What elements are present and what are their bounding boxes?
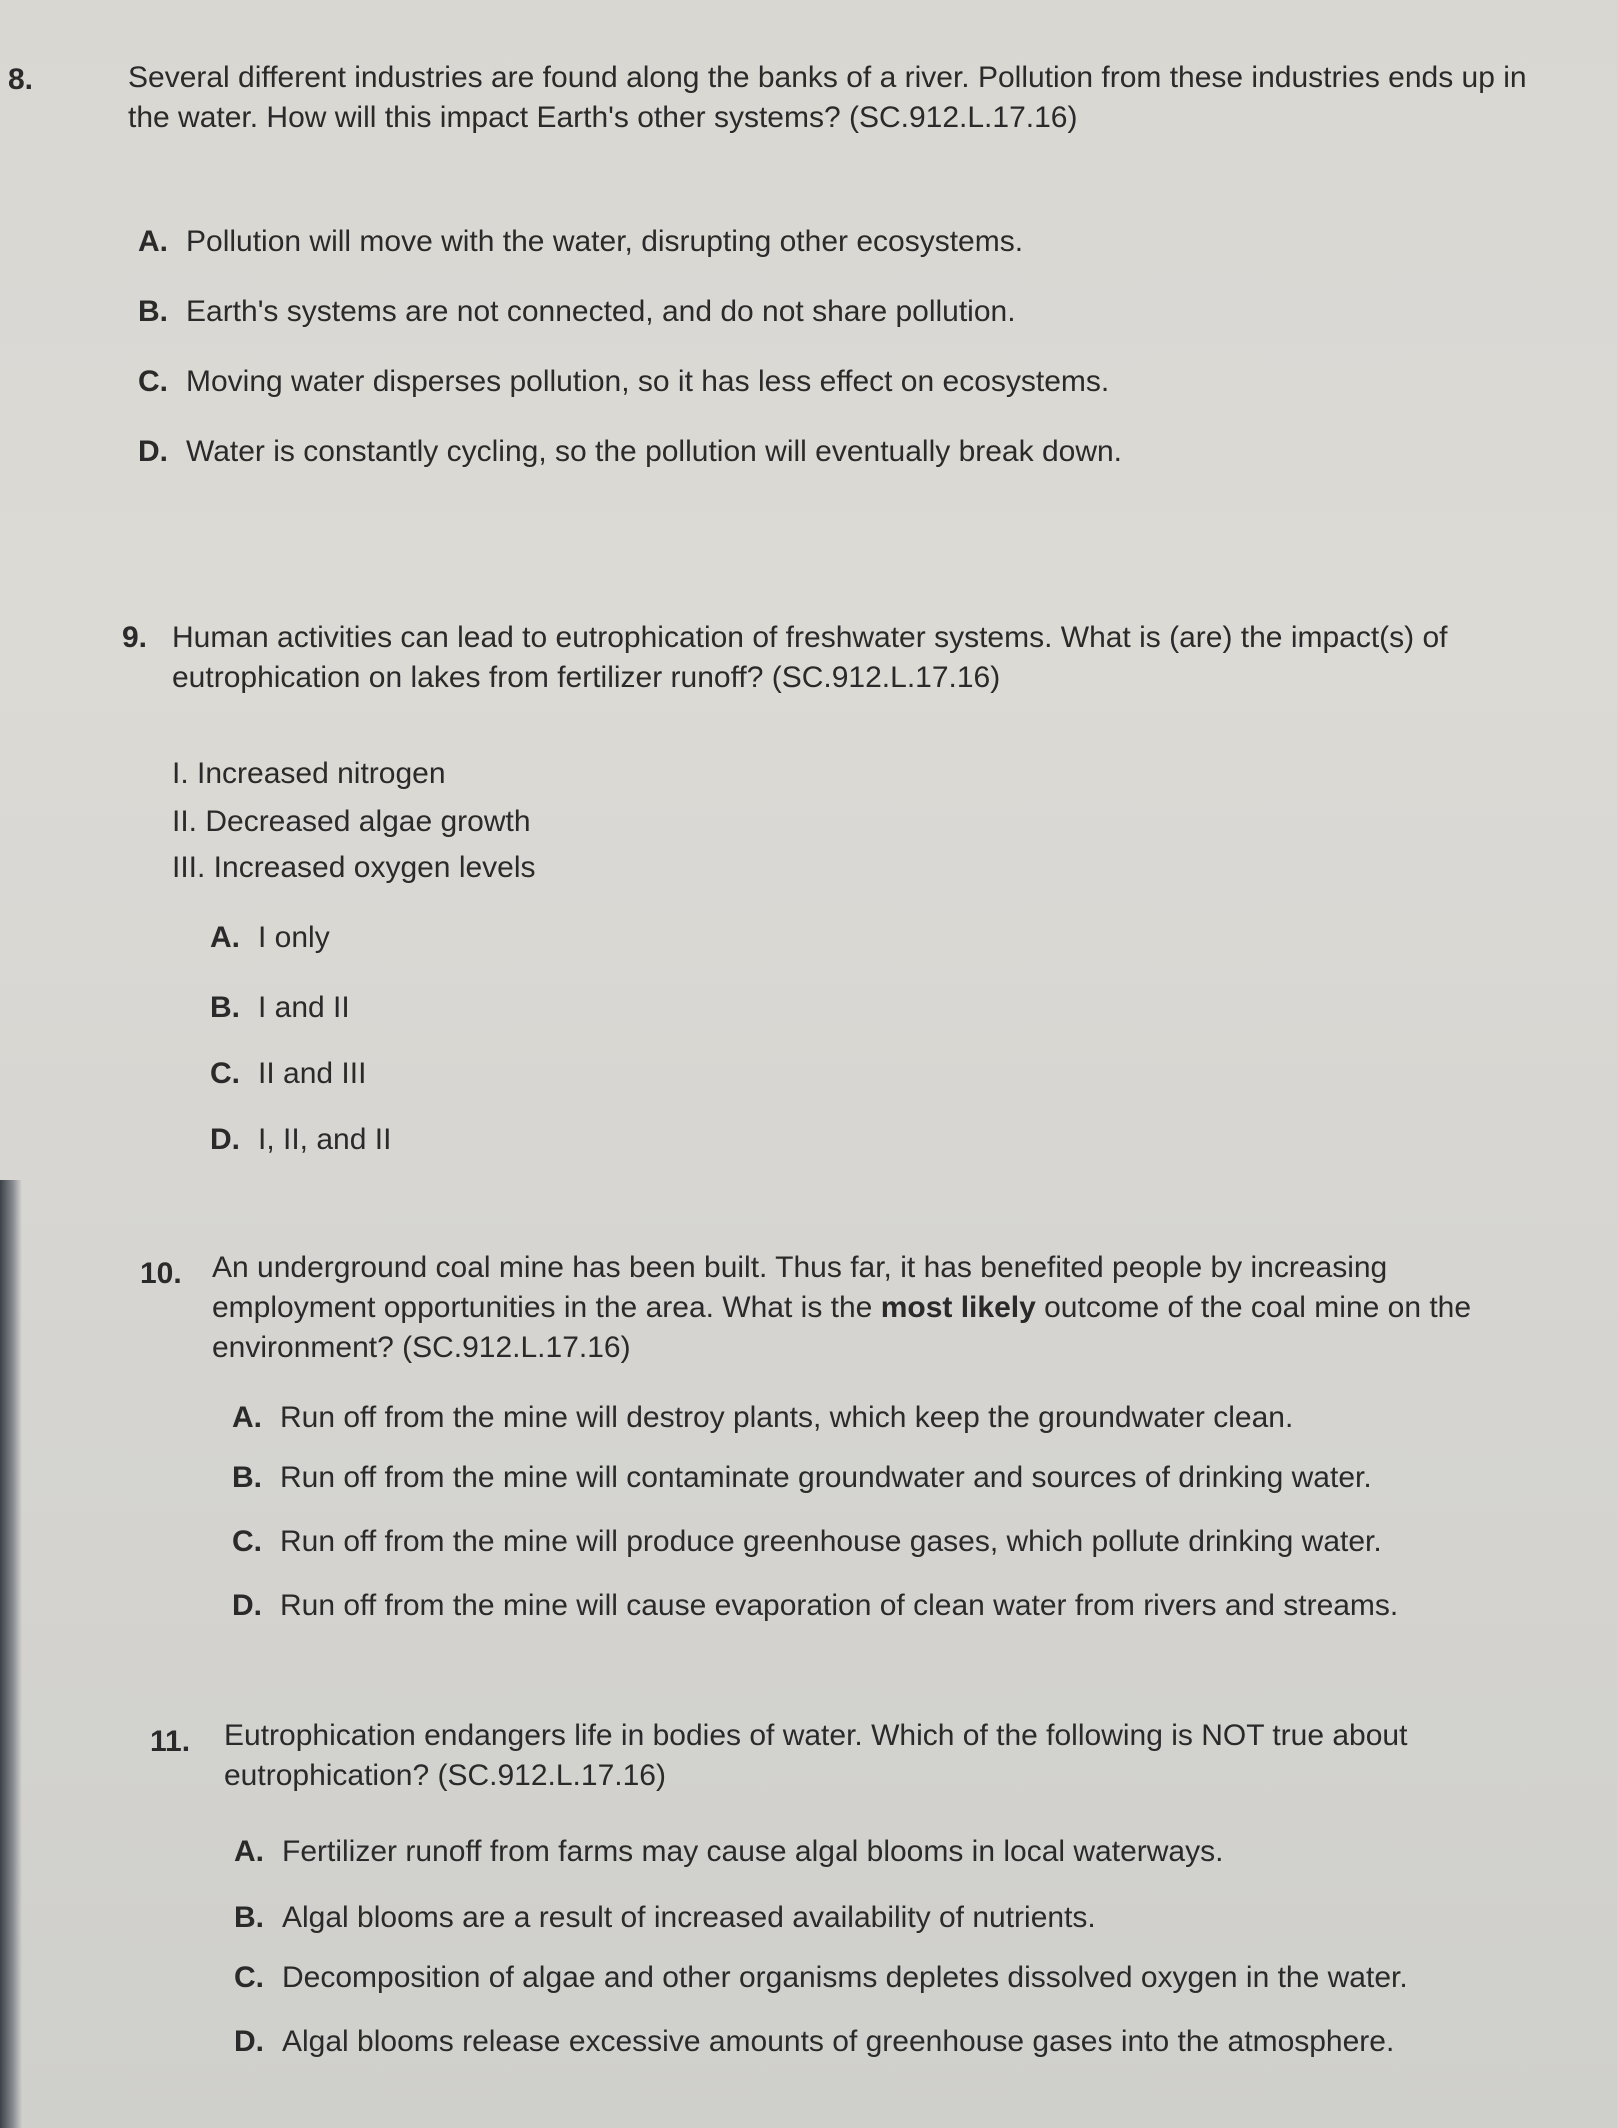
option-b[interactable]: B. I and II — [210, 991, 350, 1024]
statement-ii: II. Decreased algae growth — [172, 805, 531, 838]
question-stem: Several different industries are found along the banks of a river. Pollution from these industries ends up in the water. How will this impact Earth's other systems? (SC.912.L.17.16) — [128, 61, 1527, 134]
emphasis-most-likely: most likely — [880, 1291, 1036, 1324]
option-c[interactable]: C. Decomposition of algae and other organisms depletes dissolved oxygen in the water. — [234, 1961, 1408, 1994]
option-c[interactable]: C. Run off from the mine will produce greenhouse gases, which pollute drinking water. — [232, 1525, 1382, 1558]
option-d[interactable]: D. Run off from the mine will cause evaporation of clean water from rivers and streams. — [232, 1589, 1399, 1622]
page-edge-shadow — [0, 1180, 22, 2128]
question-number: 11. — [150, 1725, 191, 1758]
option-a[interactable]: A. Fertilizer runoff from farms may cause algal blooms in local waterways. — [234, 1835, 1224, 1868]
option-a[interactable]: A. I only — [210, 921, 330, 954]
question-number: 10. — [140, 1257, 182, 1290]
question-number: 9. — [122, 621, 148, 654]
statement-i: I. Increased nitrogen — [172, 757, 446, 790]
question-number: 8. — [8, 63, 34, 96]
question-stem: An underground coal mine has been built. Thus far, it has benefited people by increasing employment opportunities in the area. What is the most likely outcome of the coal mine on the environment? (SC.912.L.17.16) — [212, 1251, 1472, 1364]
option-b[interactable]: B. Earth's systems are not connected, and do not share pollution. — [138, 295, 1016, 328]
option-b[interactable]: B. Algal blooms are a result of increased availability of nutrients. — [234, 1901, 1096, 1934]
option-c[interactable]: C. Moving water disperses pollution, so it has less effect on ecosystems. — [138, 365, 1110, 398]
option-a[interactable]: A. Pollution will move with the water, disrupting other ecosystems. — [138, 225, 1024, 258]
option-d[interactable]: D. Algal blooms release excessive amounts of greenhouse gases into the atmosphere. — [234, 2025, 1395, 2058]
option-a[interactable]: A. Run off from the mine will destroy plants, which keep the groundwater clean. — [232, 1401, 1294, 1434]
question-stem: Eutrophication endangers life in bodies of water. Which of the following is NOT true about eutrophication? (SC.912.L.17.16) — [224, 1719, 1408, 1792]
question-stem: Human activities can lead to eutrophication of freshwater systems. What is (are) the impact(s) of eutrophication on lakes from fertilizer runoff? (SC.912.L.17.16) — [172, 621, 1448, 694]
option-b[interactable]: B. Run off from the mine will contaminate groundwater and sources of drinking water. — [232, 1461, 1372, 1494]
option-d[interactable]: D. I, II, and II — [210, 1123, 392, 1156]
option-d[interactable]: D. Water is constantly cycling, so the pollution will eventually break down. — [138, 435, 1123, 468]
statement-iii: III. Increased oxygen levels — [172, 851, 536, 884]
option-c[interactable]: C. II and III — [210, 1057, 367, 1090]
